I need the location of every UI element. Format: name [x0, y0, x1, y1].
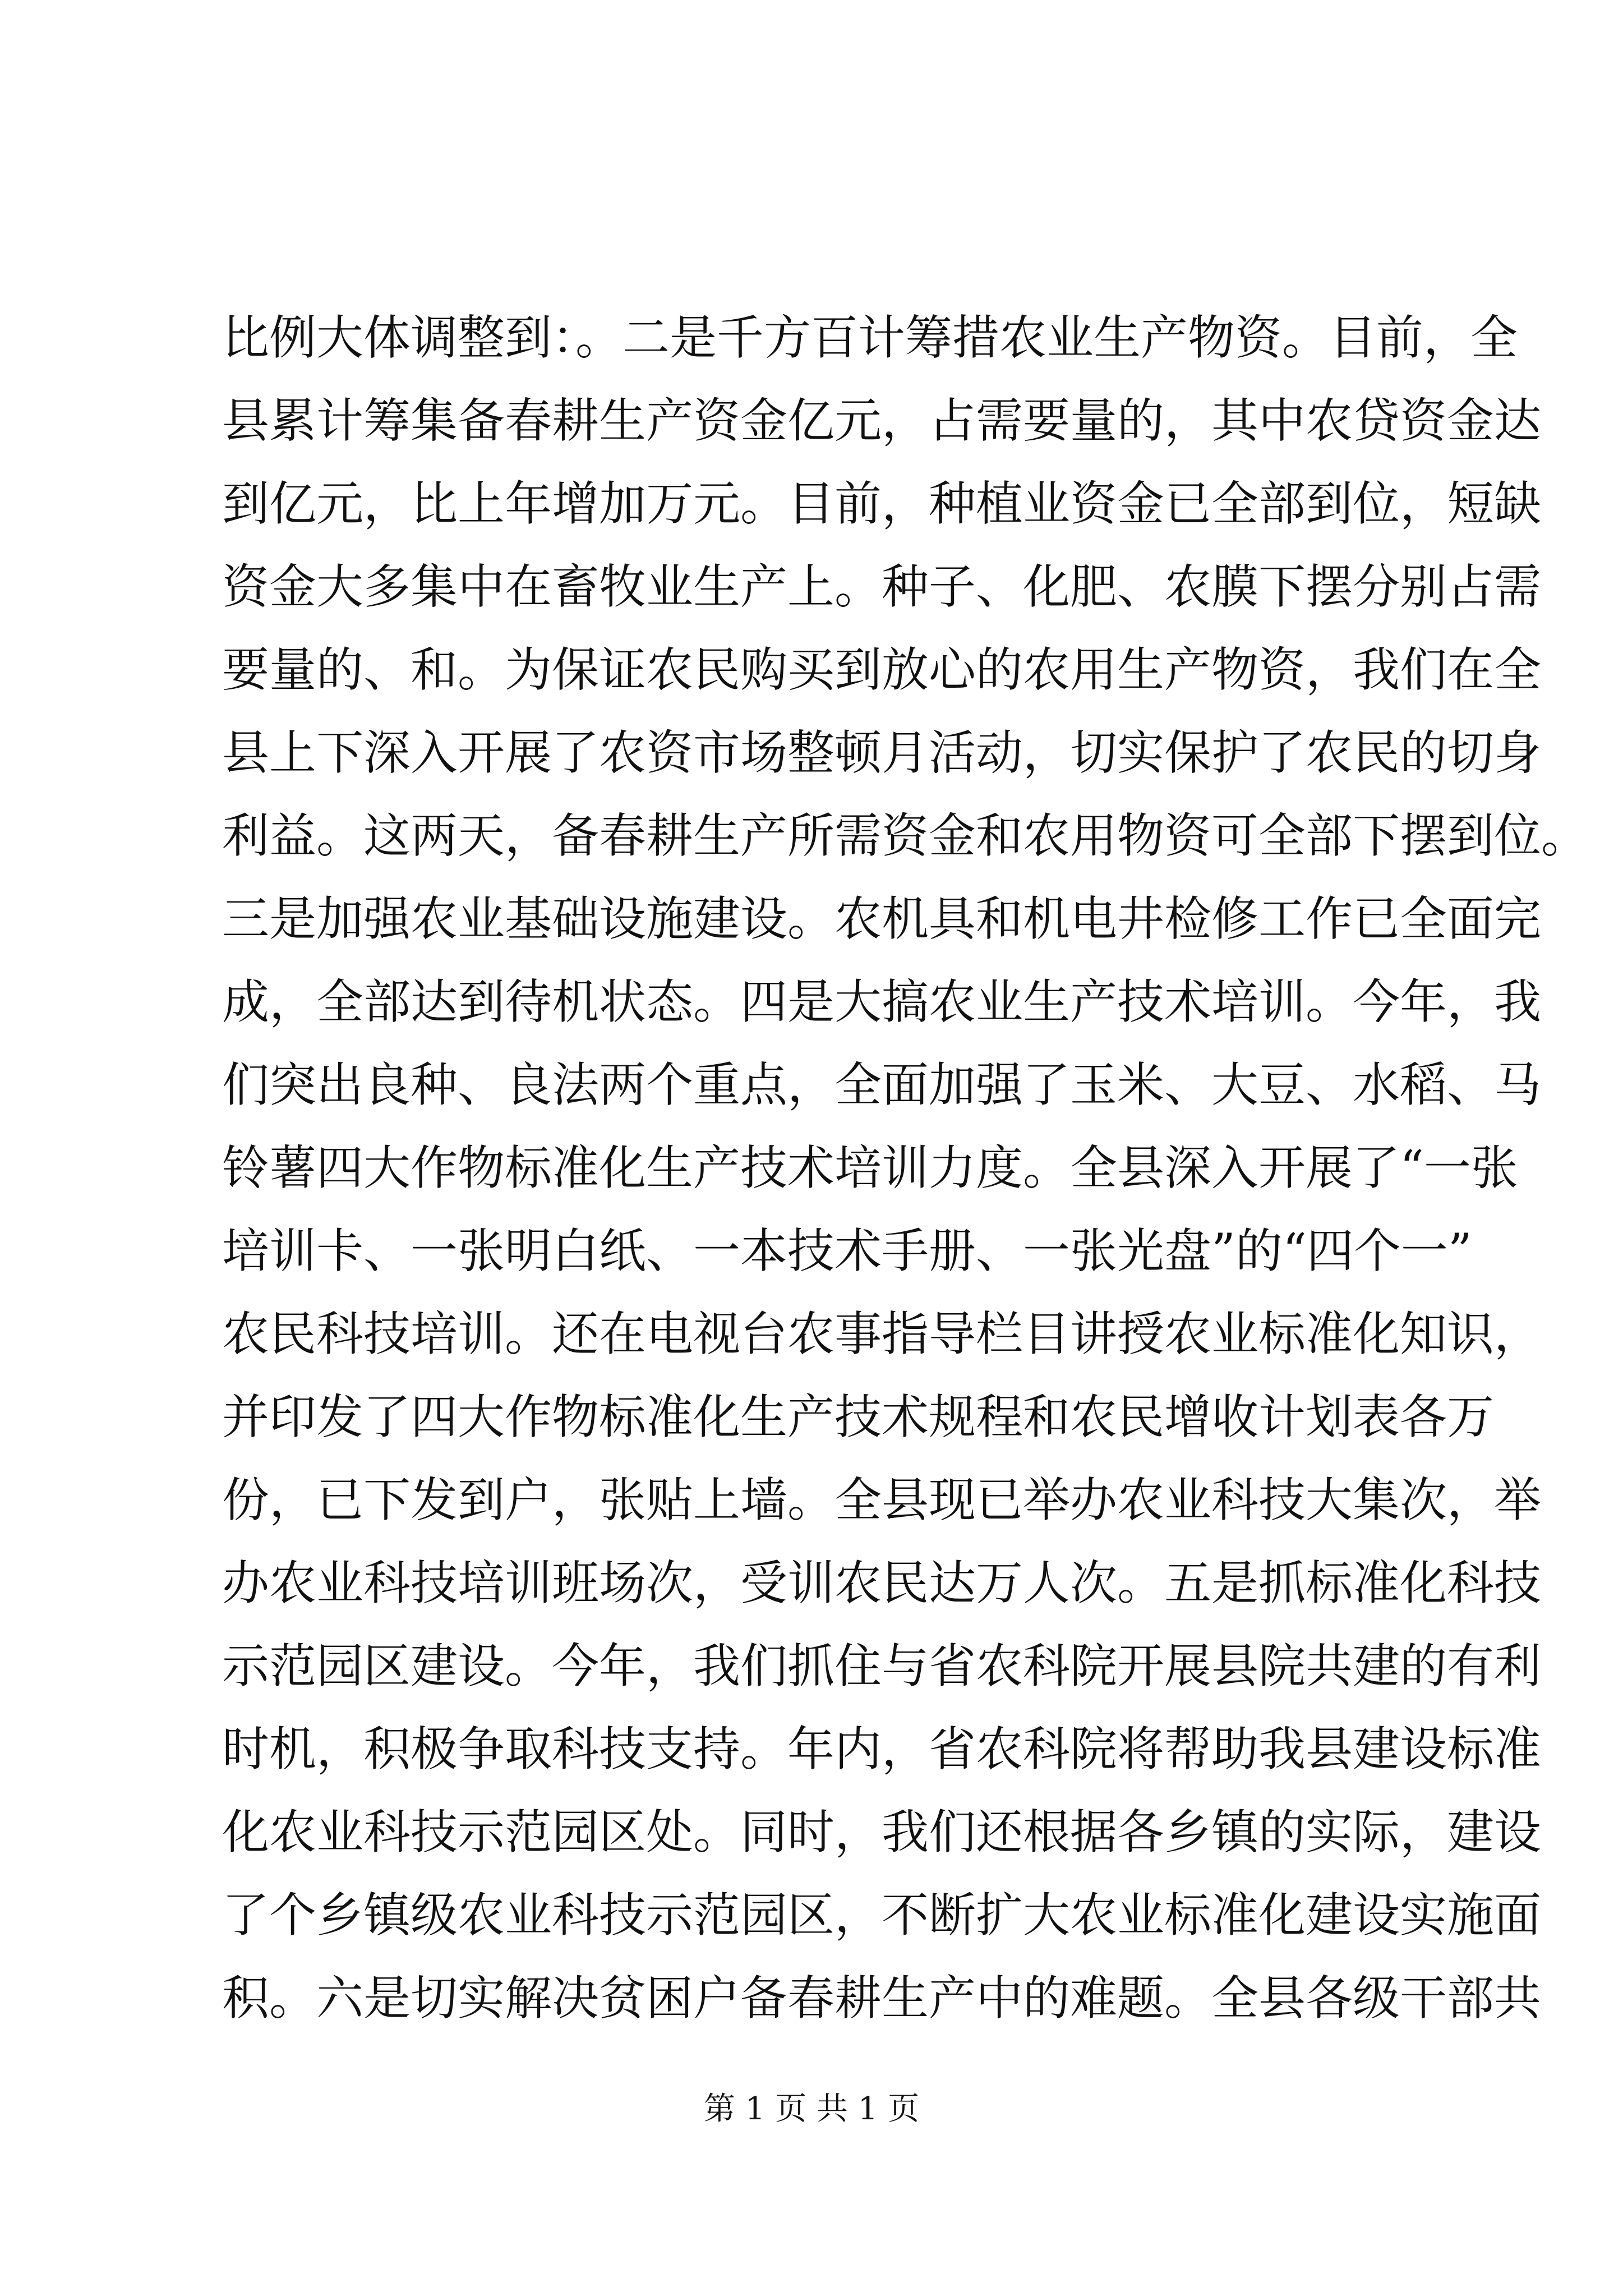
text-line-3: 到亿元，比上年增加万元。目前，种植业资金已全部到位，短缺 — [222, 476, 1542, 531]
text-line-5: 要量的、和。为保证农民购买到放心的农用生产物资，我们在全 — [222, 642, 1542, 697]
text-line-15: 份，已下发到户，张贴上墙。全县现已举办农业科技大集次，举 — [222, 1473, 1542, 1527]
text-line-14: 并印发了四大作物标准化生产技术规程和农民增收计划表各万 — [222, 1389, 1495, 1444]
text-line-21: 积。六是切实解决贫困户备春耕生产中的难题。全县各级干部共 — [222, 1971, 1542, 2026]
text-line-1: 比例大体调整到：。二是千方百计筹措农业生产物资。目前，全 — [222, 310, 1518, 365]
text-line-7: 利益。这两天，备春耕生产所需资金和农用物资可全部下摆到位。 — [222, 808, 1589, 863]
text-line-8: 三是加强农业基础设施建设。农机具和机电井检修工作已全面完 — [222, 891, 1542, 946]
text-line-4: 资金大多集中在畜牧业生产上。种子、化肥、农膜下摆分别占需 — [222, 559, 1542, 614]
page-number-label: 第 1 页 共 1 页 — [703, 2091, 920, 2127]
text-line-12: 培训卡、一张明白纸、一本技术手册、一张光盘”的“四个一” — [222, 1223, 1472, 1278]
text-line-18: 时机，积极争取科技支持。年内，省农科院将帮助我县建设标准 — [222, 1722, 1542, 1777]
text-line-13: 农民科技培训。还在电视台农事指导栏目讲授农业标准化知识， — [222, 1306, 1542, 1361]
text-line-2: 县累计筹集备春耕生产资金亿元，占需要量的，其中农贷资金达 — [222, 393, 1542, 448]
text-line-9: 成，全部达到待机状态。四是大搞农业生产技术培训。今年，我 — [222, 974, 1542, 1029]
text-line-17: 示范园区建设。今年，我们抓住与省农科院开展县院共建的有利 — [222, 1639, 1542, 1694]
text-line-6: 县上下深入开展了农资市场整顿月活动，切实保护了农民的切身 — [222, 725, 1542, 780]
page-footer — [0, 2087, 1623, 2132]
text-line-20: 了个乡镇级农业科技示范园区，不断扩大农业标准化建设实施面 — [222, 1888, 1542, 1943]
text-line-11: 铃薯四大作物标准化生产技术培训力度。全县深入开展了“一张 — [222, 1140, 1518, 1195]
text-line-19: 化农业科技示范园区处。同时，我们还根据各乡镇的实际，建设 — [222, 1805, 1542, 1860]
body-text — [222, 296, 1589, 2040]
text-line-10: 们突出良种、良法两个重点，全面加强了玉米、大豆、水稻、马 — [222, 1057, 1542, 1112]
text-line-16: 办农业科技培训班场次，受训农民达万人次。五是抓标准化科技 — [222, 1556, 1542, 1611]
